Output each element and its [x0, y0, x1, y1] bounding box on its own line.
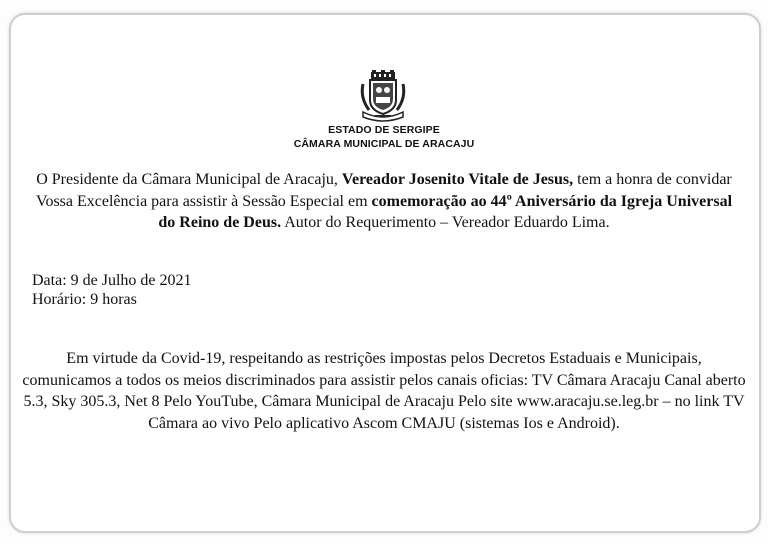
- event-details: [32, 271, 192, 309]
- occasion-text: comemoração ao 44º Aniversário da Igreja Universal do Reino de Deus.: [158, 192, 733, 231]
- invitation-intro: O Presidente da Câmara Municipal de Aracaju,: [36, 171, 342, 188]
- event-time: Horário: 9 horas: [32, 291, 137, 308]
- event-date: Data: 9 de Julho de 2021: [32, 272, 192, 289]
- coat-of-arms-icon: [357, 70, 409, 122]
- invitation-author: Autor do Requerimento – Vereador Eduardo Lima.: [281, 214, 610, 231]
- invitation-text: [30, 169, 738, 234]
- chamber-heading: CÂMARA MUNICIPAL DE ARACAJU: [293, 138, 475, 150]
- covid-notice: Em virtude da Covid-19, respeitando as restrições impostas pelos Decretos Estaduais e Municipais, comunicamos a todos os meios discriminados para assistir pelos canais oficias: TV Câmara Aracaju Canal aberto 5.3, Sky 305.3, Net 8 Pelo YouTube, Câmara Municipal de Aracaju Pelo site www.aracaju.se.leg.br – no link TV Câmara ao vivo Pelo aplicativo Ascom CMAJU (sistemas Ios e Android).: [22, 350, 746, 432]
- state-heading: ESTADO DE SERGIPE: [328, 124, 440, 136]
- president-name: Vereador Josenito Vitale de Jesus,: [341, 171, 574, 188]
- invitation-middle: tem a honra de convidar Vossa Excelência para assistir à Sessão Especial em: [35, 171, 732, 210]
